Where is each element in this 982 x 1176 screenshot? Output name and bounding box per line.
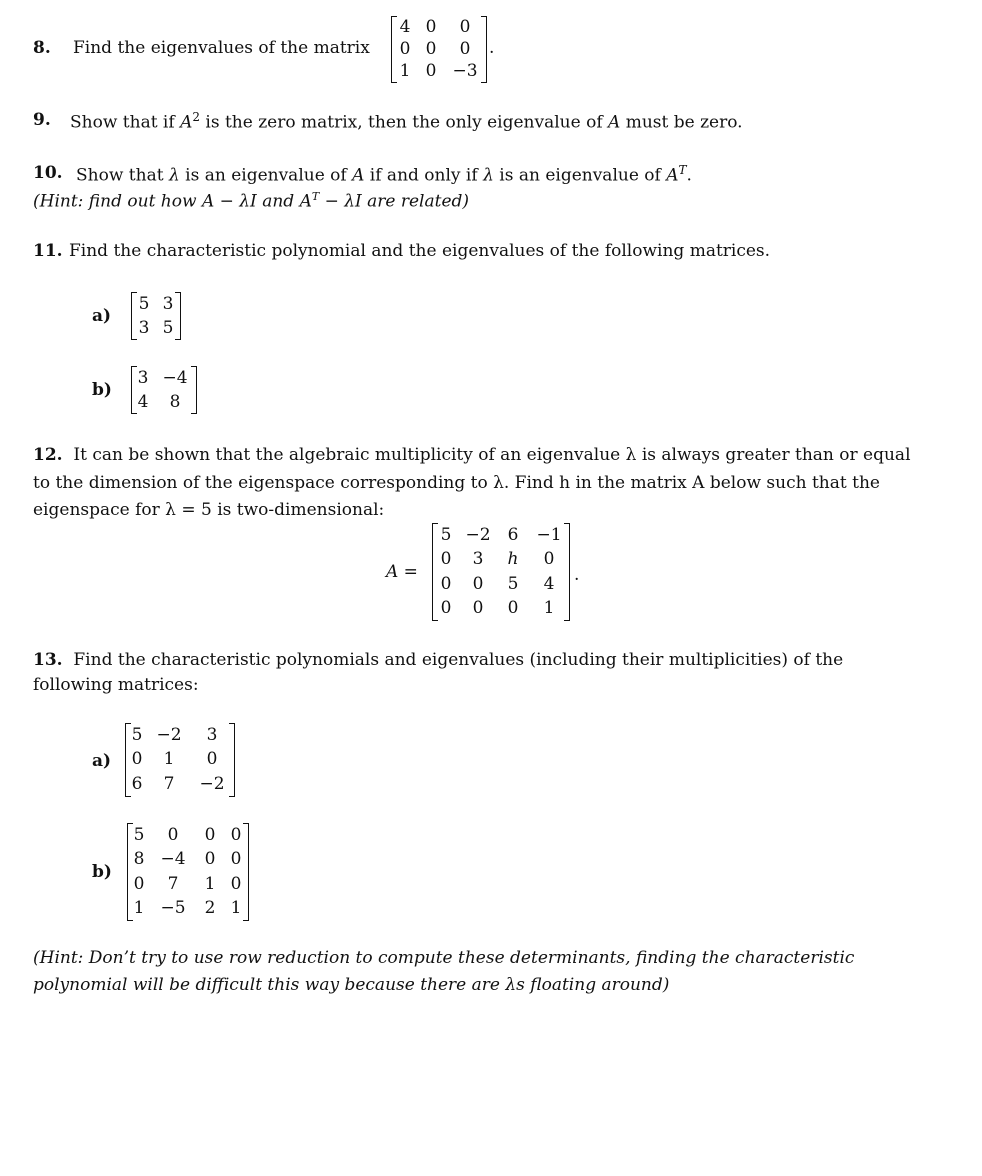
matrix-cell: 0 bbox=[167, 824, 179, 845]
matrix-cell: 7 bbox=[163, 774, 175, 795]
problem-12-line3: eigenspace for λ = 5 is two-dimensional: bbox=[33, 500, 385, 520]
problem-10-text-c: if and only if bbox=[369, 165, 478, 186]
matrix-cell: 0 bbox=[230, 849, 242, 870]
matrix-cell: 2 bbox=[204, 898, 216, 919]
matrix-cell: 0 bbox=[204, 849, 216, 870]
matrix-bracket-corner bbox=[191, 366, 196, 367]
problem-12-line1-text: It can be shown that the algebraic multiplicity of an eigenvalue λ is always greater than or equal bbox=[73, 445, 911, 465]
matrix-cell: 0 bbox=[440, 549, 452, 570]
problem-13-b-matrix bbox=[127, 823, 249, 921]
problem-8-matrix bbox=[391, 16, 487, 83]
matrix-cell: 0 bbox=[459, 16, 471, 37]
problem-11-a-label: a) bbox=[92, 306, 112, 326]
matrix-cell: 0 bbox=[507, 598, 519, 619]
matrix-cell: 1 bbox=[133, 898, 145, 919]
matrix-cell: 4 bbox=[543, 573, 555, 594]
problem-10-text-b: is an eigenvalue of bbox=[185, 165, 347, 186]
matrix-cell: 0 bbox=[133, 873, 145, 894]
problem-10-lambda2: λ bbox=[483, 165, 494, 186]
matrix-bracket-corner bbox=[481, 16, 486, 17]
matrix-bracket-corner bbox=[392, 16, 397, 17]
matrix-cell: 1 bbox=[204, 873, 216, 894]
problem-10-end: . bbox=[686, 165, 692, 186]
matrix-cell: 3 bbox=[162, 293, 174, 314]
problem-8-text: Find the eigenvalues of the matrix bbox=[73, 38, 370, 58]
problem-11-b-matrix bbox=[131, 366, 197, 414]
matrix-cell: −2 bbox=[199, 774, 225, 795]
matrix-bracket-corner bbox=[132, 292, 137, 293]
problem-12-line2: to the dimension of the eigenspace corresponding to λ. Find h in the matrix A below such that the bbox=[33, 473, 880, 493]
problem-10-sup: T bbox=[678, 163, 687, 177]
matrix-bracket-corner bbox=[128, 823, 133, 824]
matrix-cell: 0 bbox=[472, 598, 484, 619]
matrix-bracket-corner bbox=[481, 82, 486, 83]
problem-12-line1 bbox=[33, 445, 911, 465]
problem-10-number: 10. bbox=[33, 163, 63, 183]
matrix-cell: 4 bbox=[399, 16, 411, 37]
matrix-bracket-corner bbox=[392, 82, 397, 83]
matrix-cell: 0 bbox=[399, 38, 411, 59]
matrix-cell: 8 bbox=[169, 391, 181, 412]
matrix-cell: 1 bbox=[543, 598, 555, 619]
matrix-cell: 0 bbox=[472, 573, 484, 594]
matrix-bracket-corner bbox=[433, 620, 438, 621]
matrix-cell: 5 bbox=[138, 293, 150, 314]
problem-13-hint-line1: (Hint: Don’t try to use row reduction to compute these determinants, finding the characteristic bbox=[33, 948, 855, 968]
problem-11-a-matrix bbox=[131, 292, 181, 340]
matrix-bracket-corner bbox=[229, 796, 234, 797]
problem-13-b-label: b) bbox=[92, 862, 112, 882]
problem-10-hint-expr2-sup: T bbox=[311, 190, 320, 203]
problem-10-hint-expr1: A − λI bbox=[201, 191, 257, 212]
matrix-cell: −1 bbox=[536, 524, 562, 545]
problem-9-sup: 2 bbox=[192, 110, 200, 124]
matrix-bracket-corner bbox=[132, 339, 137, 340]
matrix-cell: 0 bbox=[230, 873, 242, 894]
problem-9-text-b: is the zero matrix, then the only eigenvalue of bbox=[205, 112, 603, 133]
matrix-cell: 5 bbox=[133, 824, 145, 845]
matrix-cell: 0 bbox=[459, 38, 471, 59]
matrix-cell: 0 bbox=[425, 61, 437, 82]
matrix-bracket-corner bbox=[564, 620, 569, 621]
problem-10-var2: A bbox=[666, 165, 679, 186]
matrix-cell: 0 bbox=[230, 824, 242, 845]
matrix-cell: 0 bbox=[425, 38, 437, 59]
matrix-bracket-corner bbox=[175, 292, 180, 293]
problem-12-number: 12. bbox=[33, 445, 63, 465]
problem-13-number: 13. bbox=[33, 650, 63, 670]
matrix-cell: 1 bbox=[163, 749, 175, 770]
problem-10-hint-a: (Hint: find out how bbox=[33, 191, 197, 212]
problem-9-number: 9. bbox=[33, 110, 51, 130]
problem-13-a-label: a) bbox=[92, 751, 112, 771]
matrix-cell: 3 bbox=[206, 724, 218, 745]
matrix-cell: 0 bbox=[543, 549, 555, 570]
matrix-bracket-corner bbox=[175, 339, 180, 340]
problem-10-hint-expr2-rest: − λI bbox=[324, 191, 362, 212]
matrix-cell: 0 bbox=[206, 749, 218, 770]
matrix-cell: 5 bbox=[131, 724, 143, 745]
matrix-cell: 1 bbox=[399, 61, 411, 82]
matrix-bracket-corner bbox=[132, 413, 137, 414]
problem-9-var2: A bbox=[608, 112, 621, 133]
problem-10-hint-b: and bbox=[262, 191, 295, 212]
problem-10-var1: A bbox=[352, 165, 365, 186]
problem-12-end: . bbox=[574, 565, 580, 585]
problem-10-hint bbox=[33, 190, 469, 212]
matrix-bracket-corner bbox=[128, 920, 133, 921]
problem-10-text-a: Show that bbox=[76, 165, 164, 186]
matrix-bracket-corner bbox=[433, 523, 438, 524]
matrix-cell: 7 bbox=[167, 873, 179, 894]
matrix-bracket-corner bbox=[191, 413, 196, 414]
problem-9-text-a: Show that if bbox=[70, 112, 175, 133]
problem-11-text: Find the characteristic polynomial and the eigenvalues of the following matrices. bbox=[69, 241, 771, 261]
matrix-cell: 5 bbox=[507, 573, 519, 594]
matrix-cell: −4 bbox=[160, 849, 186, 870]
problem-9-text bbox=[70, 110, 743, 133]
problem-12-lhs: A = bbox=[386, 562, 418, 582]
matrix-cell: 4 bbox=[137, 391, 149, 412]
matrix-bracket-corner bbox=[243, 823, 248, 824]
matrix-bracket-corner bbox=[132, 366, 137, 367]
matrix-cell: 0 bbox=[204, 824, 216, 845]
problem-13-hint-line2: polynomial will be difficult this way because there are λs floating around) bbox=[33, 975, 670, 995]
problem-8-number: 8. bbox=[33, 38, 51, 58]
matrix-cell: 6 bbox=[507, 524, 519, 545]
matrix-bracket-corner bbox=[564, 523, 569, 524]
problem-12-matrix bbox=[432, 523, 570, 621]
matrix-cell: 0 bbox=[131, 749, 143, 770]
problem-10-text-d: is an eigenvalue of bbox=[499, 165, 661, 186]
problem-9-var: A bbox=[180, 112, 193, 133]
problem-10-hint-c: are related) bbox=[367, 191, 470, 212]
matrix-cell: 5 bbox=[440, 524, 452, 545]
problem-10-text bbox=[76, 163, 692, 186]
matrix-cell: h bbox=[507, 549, 519, 570]
matrix-cell: 6 bbox=[131, 774, 143, 795]
matrix-cell: 1 bbox=[230, 898, 242, 919]
matrix-bracket-corner bbox=[126, 796, 131, 797]
matrix-cell: −3 bbox=[452, 61, 478, 82]
problem-13-a-matrix bbox=[125, 723, 235, 797]
matrix-cell: 0 bbox=[440, 598, 452, 619]
matrix-cell: −4 bbox=[162, 367, 188, 388]
problem-9-text-c: must be zero. bbox=[625, 112, 743, 133]
matrix-bracket-corner bbox=[243, 920, 248, 921]
problem-13-line2: following matrices: bbox=[33, 675, 199, 695]
matrix-cell: 8 bbox=[133, 849, 145, 870]
problem-10-lambda1: λ bbox=[168, 165, 180, 186]
matrix-cell: 0 bbox=[425, 16, 437, 37]
matrix-bracket-corner bbox=[126, 723, 131, 724]
problem-13-line1-text: Find the characteristic polynomials and eigenvalues (including their multiplicities) of the bbox=[73, 650, 844, 670]
problem-11-b-label: b) bbox=[92, 380, 112, 400]
matrix-cell: −2 bbox=[465, 524, 491, 545]
problem-11-number: 11. bbox=[33, 241, 63, 261]
problem-10-hint-expr2-base: A bbox=[299, 191, 312, 212]
matrix-cell: 0 bbox=[440, 573, 452, 594]
matrix-cell: 3 bbox=[138, 317, 150, 338]
problem-13-line1 bbox=[33, 650, 843, 670]
matrix-cell: 3 bbox=[472, 549, 484, 570]
matrix-cell: −2 bbox=[156, 724, 182, 745]
matrix-cell: 3 bbox=[137, 367, 149, 388]
matrix-bracket-corner bbox=[229, 723, 234, 724]
matrix-cell: −5 bbox=[160, 898, 186, 919]
matrix-cell: 5 bbox=[162, 317, 174, 338]
problem-8-end: . bbox=[489, 38, 495, 58]
